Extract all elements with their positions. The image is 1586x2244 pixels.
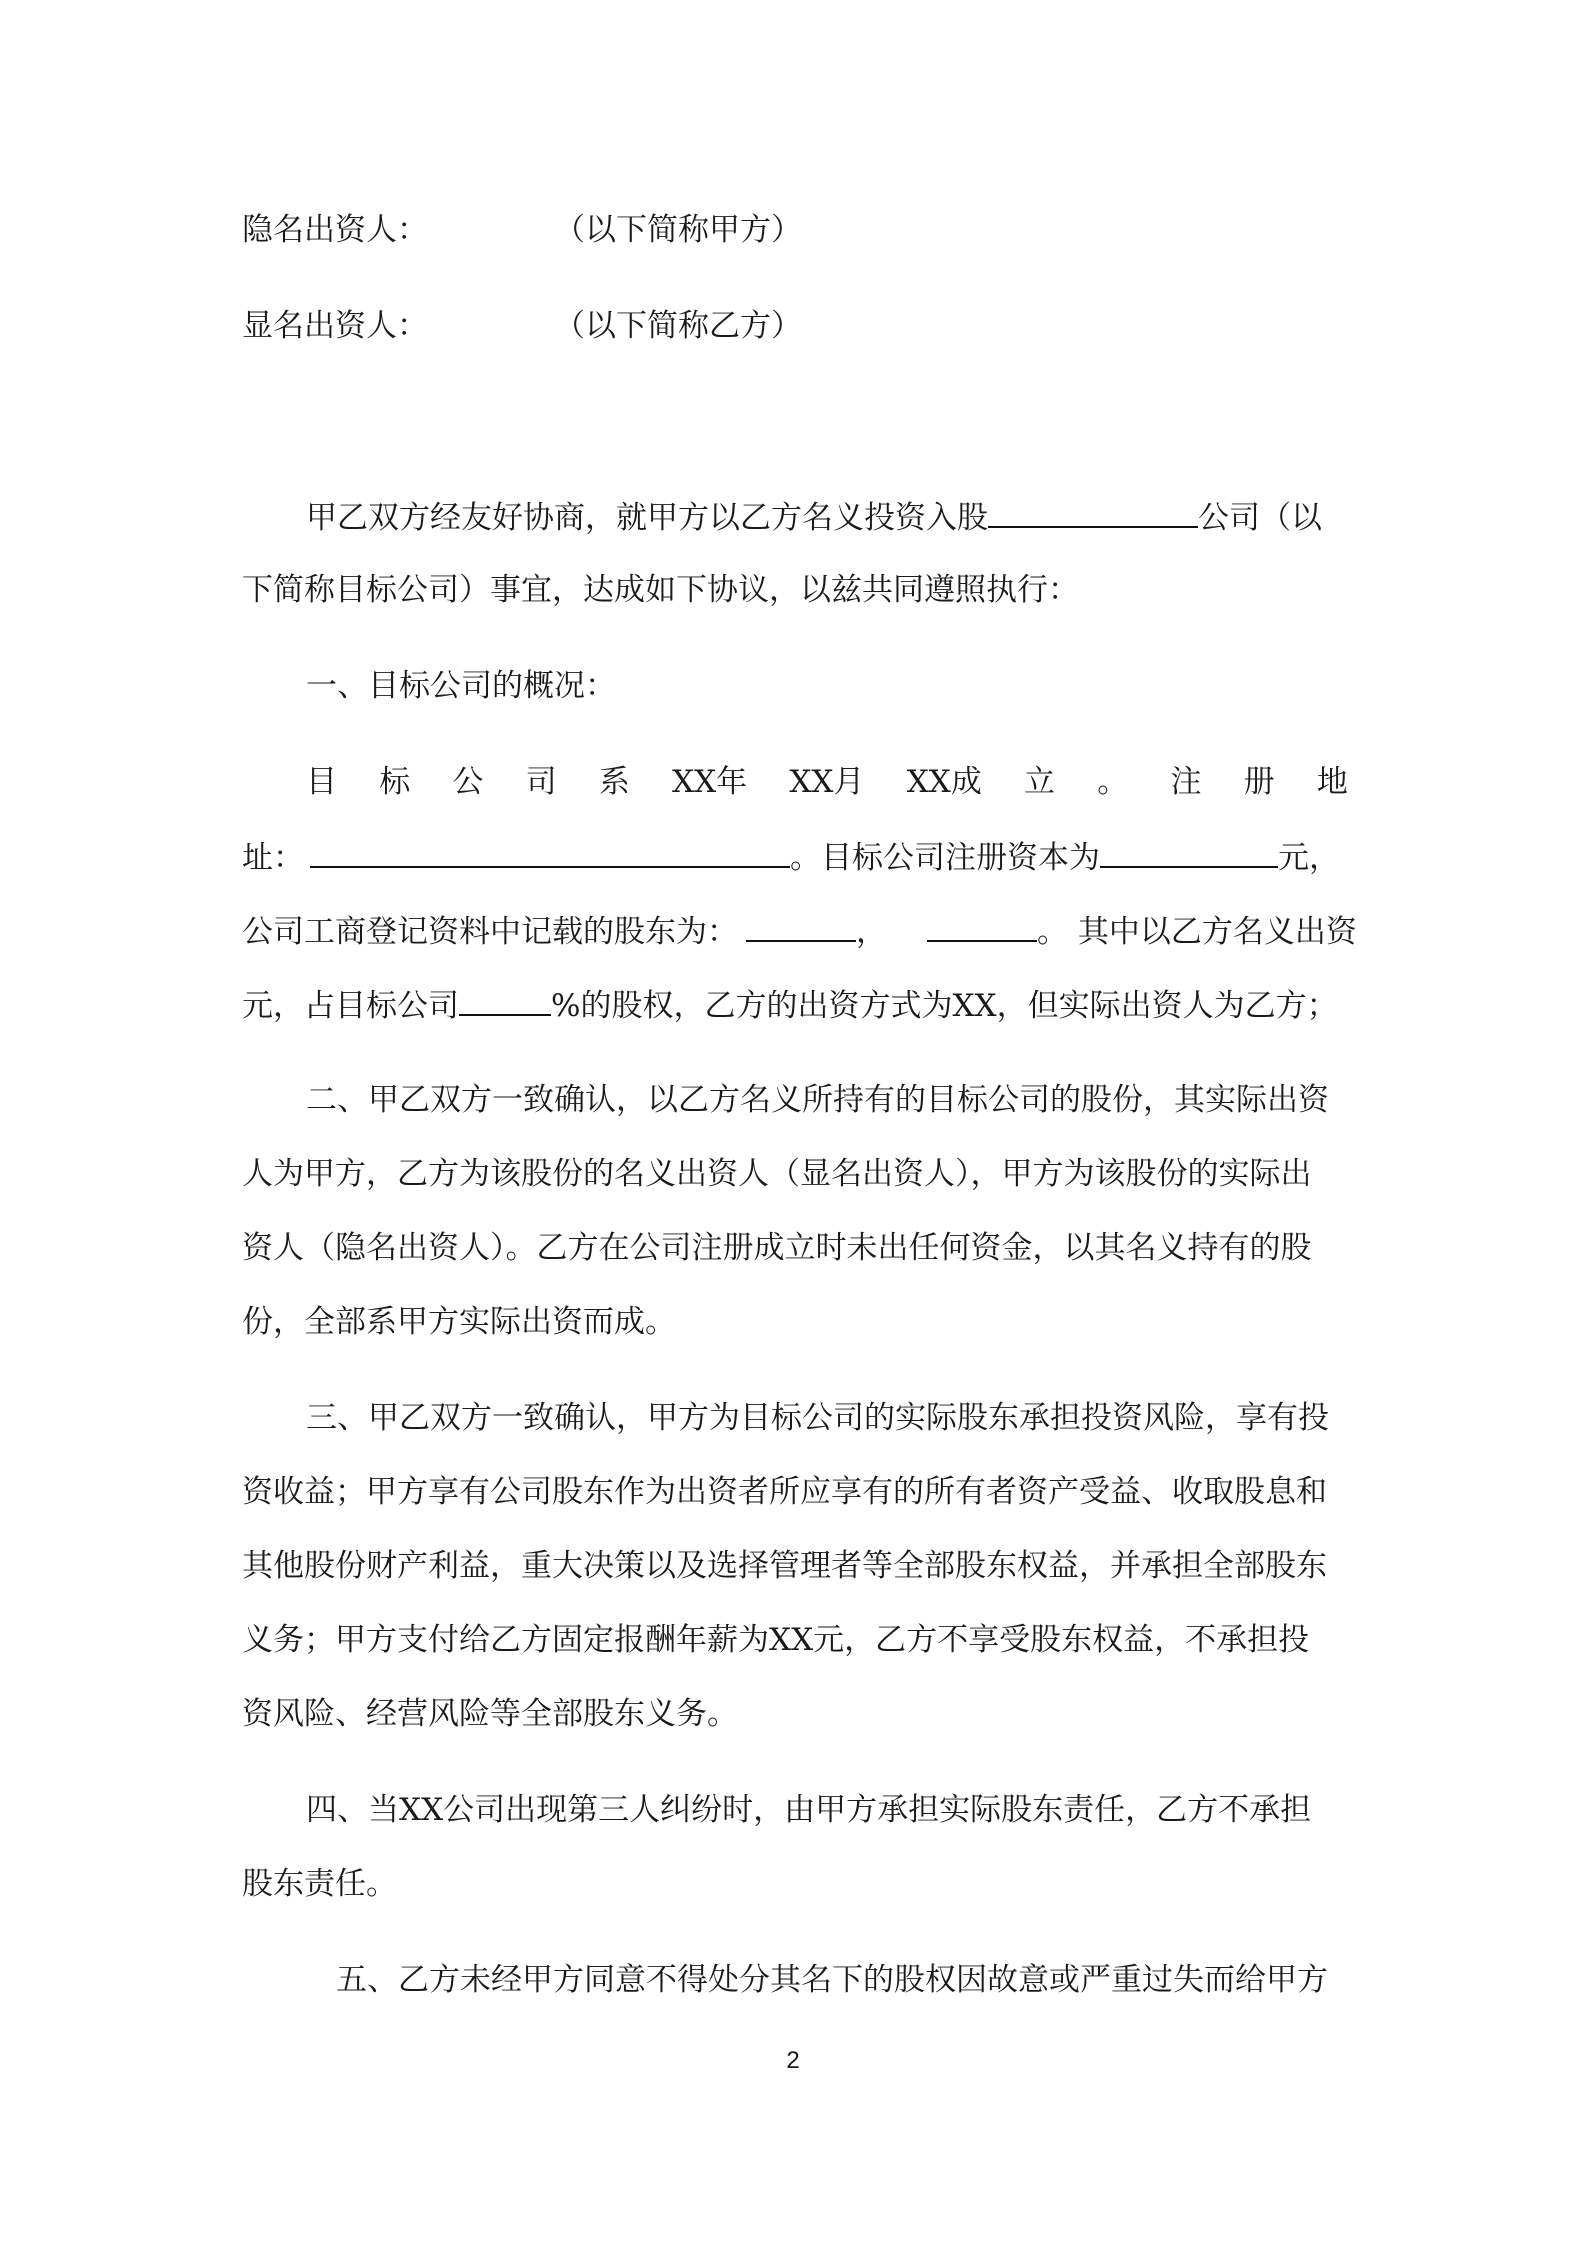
- shareholder-2-blank: [927, 912, 1037, 942]
- s1-char: 标: [379, 764, 411, 800]
- section-1-line-1: [306, 764, 1348, 800]
- shareholder-1-blank: [746, 912, 856, 942]
- share-label: 元，占目标公司: [242, 988, 459, 1024]
- capital-blank: [1100, 838, 1278, 868]
- section-2-line-4: 份，全部系甲方实际出资而成。: [242, 1304, 676, 1340]
- section-5-line-1: 五、乙方未经甲方同意不得处分其名下的股权因故意或严重过失而给甲方: [336, 1962, 1328, 1998]
- nominal-investor-label: 显名出资人：: [242, 308, 428, 344]
- section-3-line-1: 三、甲乙双方一致确认，甲方为目标公司的实际股东承担投资风险，享有投: [306, 1400, 1329, 1436]
- section-1-heading: 一、目标公司的概况：: [306, 668, 616, 704]
- s1-char: 地: [1316, 764, 1348, 800]
- section-3-line-4: 义务；甲方支付给乙方固定报酬年薪为XX元，乙方不享受股东权益，不承担投: [242, 1622, 1310, 1658]
- s1-char: 。: [1097, 764, 1129, 800]
- s1-char: XX月: [789, 764, 865, 800]
- s1-char: XX成: [906, 764, 982, 800]
- nominal-investor-line: [242, 308, 428, 344]
- hidden-investor-label: 隐名出资人：: [242, 212, 428, 248]
- address-label: 址：: [242, 840, 304, 876]
- contribution-text: 。 其中以乙方名义出资: [1037, 914, 1357, 950]
- preamble-line-1: [306, 498, 1322, 536]
- preamble-text-b: 公司（以: [1198, 500, 1322, 536]
- hidden-investor-line: [242, 212, 428, 248]
- comma-text: ，: [856, 914, 887, 950]
- s1-char: 目: [306, 764, 337, 800]
- section-3-line-2: 资收益；甲方享有公司股东作为出资者所应享有的所有者资产受益、收取股息和: [242, 1474, 1327, 1510]
- shareholders-label: 公司工商登记资料中记载的股东为：: [242, 914, 738, 950]
- hidden-investor-note: （以下简称甲方）: [554, 212, 802, 248]
- s1-char: 司: [525, 764, 557, 800]
- s1-char: 注: [1170, 764, 1202, 800]
- yuan-text: 元，: [1278, 840, 1340, 876]
- share-text: %的股权，乙方的出资方式为XX，但实际出资人为乙方；: [551, 988, 1338, 1024]
- section-1-line-4: [242, 986, 1338, 1024]
- preamble-line-2: 下简称目标公司）事宜，达成如下协议，以兹共同遵照执行：: [242, 572, 1079, 608]
- address-blank: [310, 838, 790, 868]
- section-4-line-2: 股东责任。: [242, 1866, 397, 1902]
- section-3-line-5: 资风险、经营风险等全部股东义务。: [242, 1696, 738, 1732]
- company-name-blank: [988, 498, 1198, 528]
- section-1-line-3: [242, 912, 1357, 950]
- preamble-text-a: 甲乙双方经友好协商，就甲方以乙方名义投资入股: [306, 500, 988, 536]
- s1-char: XX年: [672, 764, 748, 800]
- s1-char: 立: [1024, 764, 1056, 800]
- percent-blank: [459, 986, 551, 1016]
- section-1-line-2: [242, 838, 1340, 876]
- section-2-line-3: 资人（隐名出资人）。乙方在公司注册成立时未出任何资金，以其名义持有的股: [242, 1230, 1312, 1266]
- section-3-line-3: 其他股份财产利益，重大决策以及选择管理者等全部股东权益，并承担全部股东: [242, 1548, 1327, 1584]
- section-4-line-1: 四、当XX公司出现第三人纠纷时，由甲方承担实际股东责任，乙方不承担: [306, 1792, 1312, 1828]
- s1-char: 册: [1243, 764, 1275, 800]
- section-2-line-2: 人为甲方，乙方为该股份的名义出资人（显名出资人），甲方为该股份的实际出: [242, 1156, 1312, 1192]
- nominal-investor-note: （以下简称乙方）: [554, 308, 802, 344]
- section-2-line-1: 二、甲乙双方一致确认，以乙方名义所持有的目标公司的股份，其实际出资: [306, 1082, 1329, 1118]
- page-number: 2: [786, 2047, 800, 2074]
- s1-char: 公: [452, 764, 484, 800]
- s1-char: 系: [598, 764, 630, 800]
- capital-label: 。目标公司注册资本为: [790, 840, 1100, 876]
